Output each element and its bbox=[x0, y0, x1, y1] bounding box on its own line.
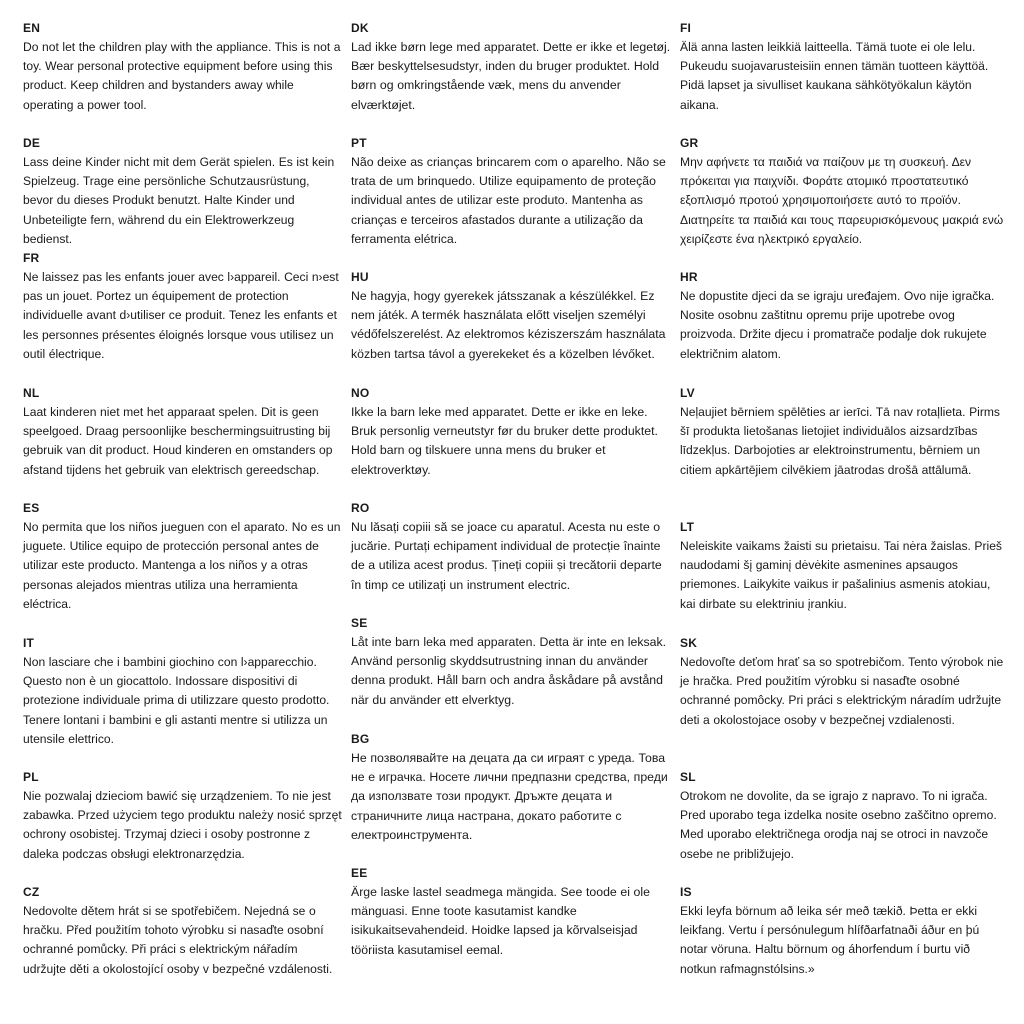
language-code: BG bbox=[351, 732, 370, 746]
language-code: GR bbox=[680, 136, 699, 150]
warning-text: Nie pozwalaj dzieciom bawić się urządzeniem. To nie jest zabawka. Przed użyciem tego produktu należy nosić sprzęt ochrony osobistej. Trzymaj dzieci i osoby postronne z daleka podczas obsługi elektronarzędzia. bbox=[23, 789, 342, 861]
warning-text: Ekki leyfa börnum að leika sér með tækið. Þetta er ekki leikfang. Vertu í persónulegum hlífðarfatnaði áður en þú notar vöruna. Haltu börnum og áhorfendum í burtu við notkun rafmagnstólsins.» bbox=[680, 904, 980, 976]
language-block-gr bbox=[680, 134, 1006, 249]
language-code: DE bbox=[23, 136, 41, 150]
language-block-dk bbox=[351, 19, 673, 115]
language-code: HR bbox=[680, 270, 698, 284]
language-code: LV bbox=[680, 386, 695, 400]
language-block-is bbox=[680, 883, 1006, 979]
warning-text: Laat kinderen niet met het apparaat spelen. Dit is geen speelgoed. Draag persoonlijke beschermingsuitrusting bij gebruik van dit product. Houd kinderen en omstanders op afstand tijdens het gebruik van elektrisch gereedschap. bbox=[23, 405, 333, 477]
language-code: ES bbox=[23, 501, 40, 515]
language-code: LT bbox=[680, 520, 695, 534]
warning-text: Non lasciare che i bambini giochino con l›apparecchio. Questo non è un giocattolo. Indossare dispositivi di protezione individuale prima di utilizzare questo prodotto. Tenere lontani i bambini e gli astanti mentre si utilizza un utensile elettrico. bbox=[23, 655, 330, 746]
warning-text: Älä anna lasten leikkiä laitteella. Tämä tuote ei ole lelu. Pukeudu suojavarusteisiin ennen tämän tuotteen käyttöä. Pidä lapset ja sivulliset kaukana sähkötyökalun käytön aikana. bbox=[680, 40, 989, 112]
warning-text: Do not let the children play with the appliance. This is not a toy. Wear personal protective equipment before using this product. Keep children and bystanders away while operating a power tool. bbox=[23, 40, 341, 112]
language-block-ee bbox=[351, 864, 673, 960]
warning-text: Ikke la barn leke med apparatet. Dette er ikke en leke. Bruk personlig verneutstyr før du bruker dette produktet. Hold barn og tilskuere unna mens du bruker et elektroverktøy. bbox=[351, 405, 658, 477]
warning-text: Lass deine Kinder nicht mit dem Gerät spielen. Es ist kein Spielzeug. Trage eine persönliche Schutzausrüstung, bevor du dieses Produkt benutzt. Halte Kinder und Unbeteiligte fern, während du ein Elektrowerkzeug bedienst. bbox=[23, 155, 335, 246]
language-block-fr bbox=[23, 249, 343, 364]
language-block-en bbox=[23, 19, 343, 115]
warning-text: No permita que los niños jueguen con el aparato. No es un juguete. Utilice equipo de protección personal antes de utilizar este producto. Mantenga a los niños y a otras personas alejados mientras utiliza una herramienta eléctrica. bbox=[23, 520, 341, 611]
language-block-cz bbox=[23, 883, 343, 979]
language-code: EN bbox=[23, 21, 41, 35]
language-block-lt bbox=[680, 518, 1006, 614]
language-code: PL bbox=[23, 770, 39, 784]
warning-text: Ne laissez pas les enfants jouer avec l›appareil. Ceci n›est pas un jouet. Portez un équipement de protection individuelle avant d›utiliser ce produit. Tenez les enfants et les personnes présentes éloignés lorsque vous utilisez un outil électrique. bbox=[23, 270, 339, 361]
language-code: FR bbox=[23, 251, 40, 265]
language-block-lv bbox=[680, 384, 1006, 480]
warning-text: Não deixe as crianças brincarem com o aparelho. Não se trata de um brinquedo. Utilize equipamento de proteção individual antes de utilizar este produto. Mantenha as crianças e terceiros afastados durante a utilização da ferramenta elétrica. bbox=[351, 155, 666, 246]
language-block-pl bbox=[23, 768, 343, 864]
warning-text: Neļaujiet bērniem spēlēties ar ierīci. Tā nav rotaļlieta. Pirms šī produkta lietošanas lietojiet individuālos aizsardzības līdzekļus. Darbojoties ar elektroinstrumentu, bērniem un citiem apkārtējiem cilvēkiem jāatrodas drošā attālumā. bbox=[680, 405, 1000, 477]
language-code: IT bbox=[23, 636, 35, 650]
language-code: SK bbox=[680, 636, 698, 650]
language-block-no bbox=[351, 384, 673, 480]
warning-text: Nedovolte dětem hrát si se spotřebičem. Nejedná se o hračku. Před použitím tohoto výrobku si nasaďte osobní ochranné pomůcky. Při práci s elektrickým nářadím udržujte děti a okolostojící osoby v bezpečné vzdálenosti. bbox=[23, 904, 333, 976]
warning-text: Nu lăsați copiii să se joace cu aparatul. Acesta nu este o jucărie. Purtați echipament individual de protecție înainte de a utiliza acest produs. Țineți copiii și trecătorii departe în timp ce utilizați un instrument electric. bbox=[351, 520, 662, 592]
warning-text: Neleiskite vaikams žaisti su prietaisu. Tai nėra žaislas. Prieš naudodami šį gaminį dėvėkite asmenines apsaugos priemones. Laikykite vaikus ir pašalinius asmenis atokiau, kai dirbate su elektriniu įrankiu. bbox=[680, 539, 1002, 611]
language-code: HU bbox=[351, 270, 369, 284]
language-code: CZ bbox=[23, 885, 40, 899]
language-block-de bbox=[23, 134, 343, 249]
language-code: NL bbox=[23, 386, 40, 400]
language-block-hu bbox=[351, 268, 673, 364]
language-code: RO bbox=[351, 501, 370, 515]
language-block-hr bbox=[680, 268, 1006, 364]
warning-text: Nedovoľte deťom hrať sa so spotrebičom. Tento výrobok nie je hračka. Pred použitím výrobku si nasaďte osobné ochranné pomôcky. Pri práci s elektrickým náradím udržujte deti a okolostojace osoby v bezpečnej vzdialenosti. bbox=[680, 655, 1004, 727]
language-code: NO bbox=[351, 386, 370, 400]
language-code: PT bbox=[351, 136, 367, 150]
language-block-nl bbox=[23, 384, 343, 480]
warning-text: Lad ikke børn lege med apparatet. Dette er ikke et legetøj. Bær beskyttelsesudstyr, inden du bruger produktet. Hold børn og omkringstående væk, mens du anvender elværktøjet. bbox=[351, 40, 671, 112]
warning-text: Не позволявайте на децата да си играят с уреда. Това не е играчка. Носете лични предпазни средства, преди да използвате този продукт. Дръжте децата и страничните лица настрана, докато работите с електроинструмента. bbox=[351, 751, 668, 842]
language-block-sl bbox=[680, 768, 1006, 864]
language-block-bg bbox=[351, 730, 673, 845]
language-block-it bbox=[23, 634, 343, 749]
language-code: EE bbox=[351, 866, 368, 880]
language-code: SE bbox=[351, 616, 368, 630]
language-block-pt bbox=[351, 134, 673, 249]
warning-text: Ne dopustite djeci da se igraju uređajem. Ovo nije igračka. Nosite osobnu zaštitnu opremu prije upotrebe ovog proizvoda. Držite djecu i promatrače podalje dok rukujete električnim alatom. bbox=[680, 289, 995, 361]
language-block-sk bbox=[680, 634, 1006, 730]
warning-text: Otrokom ne dovolite, da se igrajo z napravo. To ni igrača. Pred uporabo tega izdelka nosite osebno zaščitno opremo. Med uporabo električnega orodja naj se otroci in navzoče osebe ne približujejo. bbox=[680, 789, 997, 861]
warning-text: Ärge laske lastel seadmega mängida. See toode ei ole mänguasi. Enne toote kasutamist kandke isikukaitsevahendeid. Hoidke lapsed ja kõrvalseisjad tööriista kasutamisel eemal. bbox=[351, 885, 650, 957]
language-block-fi bbox=[680, 19, 1006, 115]
warning-text: Μην αφήνετε τα παιδιά να παίζουν με τη συσκευή. Δεν πρόκειται για παιχνίδι. Φοράτε ατομικό προστατευτικό εξοπλισμό προτού χρησιμοποιήσετε αυτό το προϊόν. Διατηρείτε τα παιδιά και τους παρευρισκόμενους μακριά ενώ χειρίζεστε ένα ηλεκτρικό εργαλείο. bbox=[680, 155, 1004, 246]
language-code: FI bbox=[680, 21, 692, 35]
warning-text: Ne hagyja, hogy gyerekek játsszanak a készülékkel. Ez nem játék. A termék használata előtt viseljen személyi védőfelszerelést. Az elektromos kéziszerszám használata közben tartsa távol a gyerekeket és a közelben lévőket. bbox=[351, 289, 666, 361]
warning-text: Låt inte barn leka med apparaten. Detta är inte en leksak. Använd personlig skyddsutrustning innan du använder denna produkt. Håll barn och andra åskådare på avstånd när du använder ett elverktyg. bbox=[351, 635, 667, 707]
language-block-se bbox=[351, 614, 673, 710]
language-code: SL bbox=[680, 770, 696, 784]
language-code: DK bbox=[351, 21, 369, 35]
language-block-ro bbox=[351, 499, 673, 595]
language-code: IS bbox=[680, 885, 692, 899]
language-block-es bbox=[23, 499, 343, 614]
